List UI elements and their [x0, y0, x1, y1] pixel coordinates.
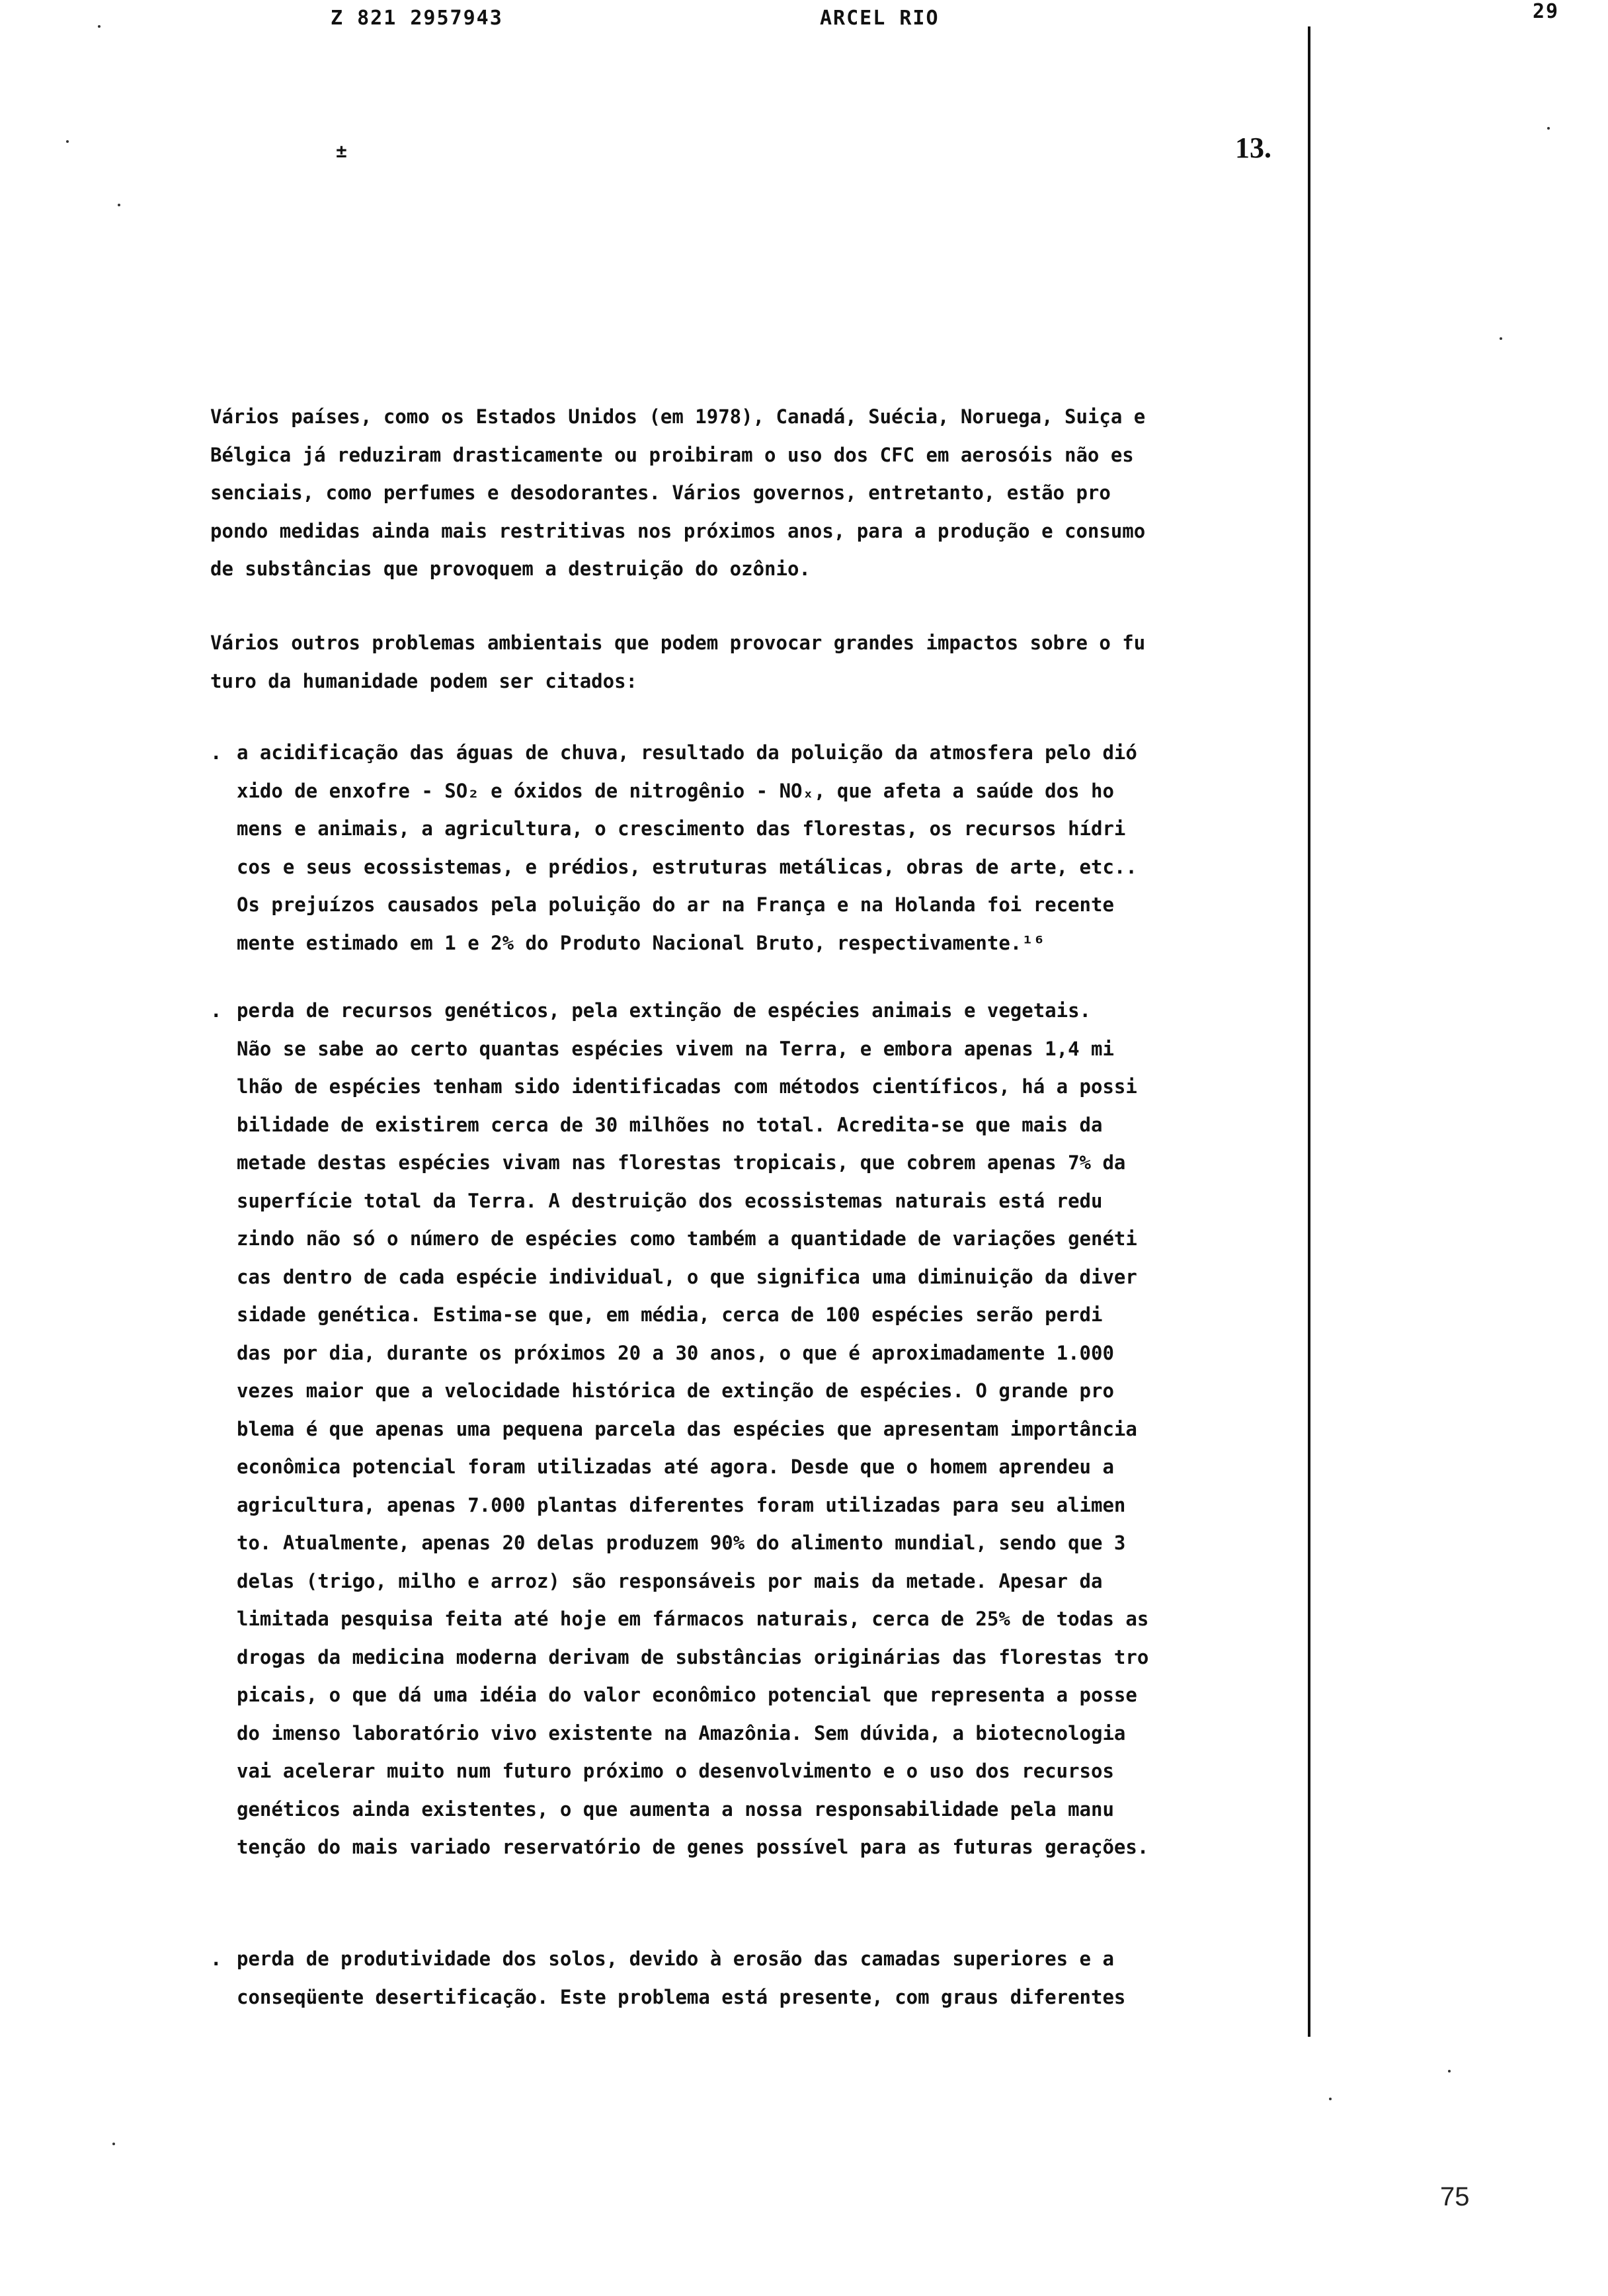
page-number: 13. — [1235, 132, 1271, 164]
scan-speck — [1329, 2098, 1332, 2100]
text-line: cos e seus ecossistemas, e prédios, estruturas metálicas, obras de arte, etc.. — [237, 855, 1137, 878]
corner-mark: ± — [336, 140, 347, 162]
bullet-mark: . — [210, 741, 222, 764]
scan-speck — [98, 25, 100, 28]
text-line: vai acelerar muito num futuro próximo o desenvolvimento e o uso dos recursos — [237, 1760, 1114, 1782]
paragraph-cfc — [210, 398, 1308, 589]
right-margin-rule — [1308, 26, 1310, 2037]
text-line: agricultura, apenas 7.000 plantas diferentes foram utilizadas para seu alimen — [237, 1493, 1126, 1516]
text-line: genéticos ainda existentes, o que aumenta a nossa responsabilidade pela manu — [237, 1797, 1114, 1821]
scan-speck — [1500, 337, 1502, 340]
text-line: bilidade de existirem cerca de 30 milhões no total. Acredita-se que mais da — [237, 1113, 1103, 1136]
text-line: Não se sabe ao certo quantas espécies vivem na Terra, e embora apenas 1,4 mi — [237, 1037, 1114, 1060]
text-line: de substâncias que provoquem a destruição do ozônio. — [210, 557, 811, 580]
text-line: senciais, como perfumes e desodorantes. Vários governos, entretanto, estão pro — [210, 481, 1111, 504]
text-line: perda de produtividade dos solos, devido à erosão das camadas superiores e a — [237, 1948, 1114, 1970]
text-line: metade destas espécies vivam nas florestas tropicais, que cobrem apenas 7% da — [237, 1151, 1126, 1174]
text-line: drogas da medicina moderna derivam de substâncias originárias das florestas tro — [237, 1645, 1149, 1668]
text-line: econômica potencial foram utilizadas até agora. Desde que o homem aprendeu a — [237, 1456, 1114, 1478]
text-line: superfície total da Terra. A destruição dos ecossistemas naturais está redu — [237, 1189, 1103, 1212]
text-line: blema é que apenas uma pequena parcela das espécies que apresentam importância — [237, 1417, 1137, 1440]
text-line: tenção do mais variado reservatório de genes possível para as futuras gerações. — [237, 1836, 1149, 1858]
text-line: do imenso laboratório vivo existente na Amazônia. Sem dúvida, a biotecnologia — [237, 1721, 1126, 1744]
scan-speck — [112, 2143, 115, 2145]
text-line: cas dentro de cada espécie individual, o que significa uma diminuição da diver — [237, 1265, 1137, 1288]
text-line: delas (trigo, milho e arroz) são responsáveis por mais da metade. Apesar da — [237, 1569, 1103, 1592]
bullet-mark: . — [210, 999, 222, 1022]
text-line: mente estimado em 1 e 2% do Produto Nacional Bruto, respectivamente.¹⁶ — [237, 931, 1045, 954]
text-line: to. Atualmente, apenas 20 delas produzem 90% do alimento mundial, sendo que 3 — [237, 1532, 1126, 1554]
scan-speck — [66, 140, 69, 143]
text-line: xido de enxofre - SO₂ e óxidos de nitrogênio - NOₓ, que afeta a saúde dos ho — [237, 779, 1114, 802]
bullet-mark: . — [210, 1948, 222, 1970]
fax-page-number: 29 — [1533, 0, 1560, 23]
scan-speck — [118, 204, 120, 206]
text-line: Vários países, como os Estados Unidos (em 1978), Canadá, Suécia, Noruega, Suiça e — [210, 405, 1146, 428]
text-line: zindo não só o número de espécies como também a quantidade de variações genéti — [237, 1227, 1137, 1250]
text-line: sidade genética. Estima-se que, em média, cerca de 100 espécies serão perdi — [237, 1303, 1103, 1326]
fax-phone: Z 821 2957943 — [331, 7, 503, 30]
text-line: picais, o que dá uma idéia do valor econômico potencial que representa a posse — [237, 1684, 1137, 1706]
text-line: pondo medidas ainda mais restritivas nos próximos anos, para a produção e consumo — [210, 519, 1146, 542]
text-line: Bélgica já reduziram drasticamente ou proibiram o uso dos CFC em aerosóis não es — [210, 443, 1134, 466]
text-line: mens e animais, a agricultura, o crescimento das florestas, os recursos hídri — [237, 817, 1126, 840]
scan-speck — [1547, 127, 1550, 130]
text-line: a acidificação das águas de chuva, resultado da poluição da atmosfera pelo dió — [237, 741, 1137, 764]
text-line: conseqüente desertificação. Este problema está presente, com graus diferentes — [237, 1985, 1126, 2008]
text-line: Os prejuízos causados pela poluição do ar na França e na Holanda foi recente — [237, 893, 1114, 916]
text-line: vezes maior que a velocidade histórica de extinção de espécies. O grande pro — [237, 1379, 1114, 1402]
text-line: limitada pesquisa feita até hoje em fármacos naturais, cerca de 25% de todas as — [237, 1608, 1149, 1630]
text-line: perda de recursos genéticos, pela extinção de espécies animais e vegetais. — [237, 999, 1092, 1022]
text-line: Vários outros problemas ambientais que podem provocar grandes impactos sobre o fu — [210, 632, 1146, 654]
scan-speck — [1448, 2070, 1451, 2072]
footer-page-number: 75 — [1440, 2182, 1470, 2211]
paragraph-other-problems — [210, 624, 1308, 700]
text-line: lhão de espécies tenham sido identificadas com métodos científicos, há a possi — [237, 1075, 1137, 1098]
text-line: turo da humanidade podem ser citados: — [210, 669, 638, 692]
text-line: das por dia, durante os próximos 20 a 30 anos, o que é aproximadamente 1.000 — [237, 1341, 1114, 1364]
fax-sender: ARCEL RIO — [820, 7, 940, 30]
